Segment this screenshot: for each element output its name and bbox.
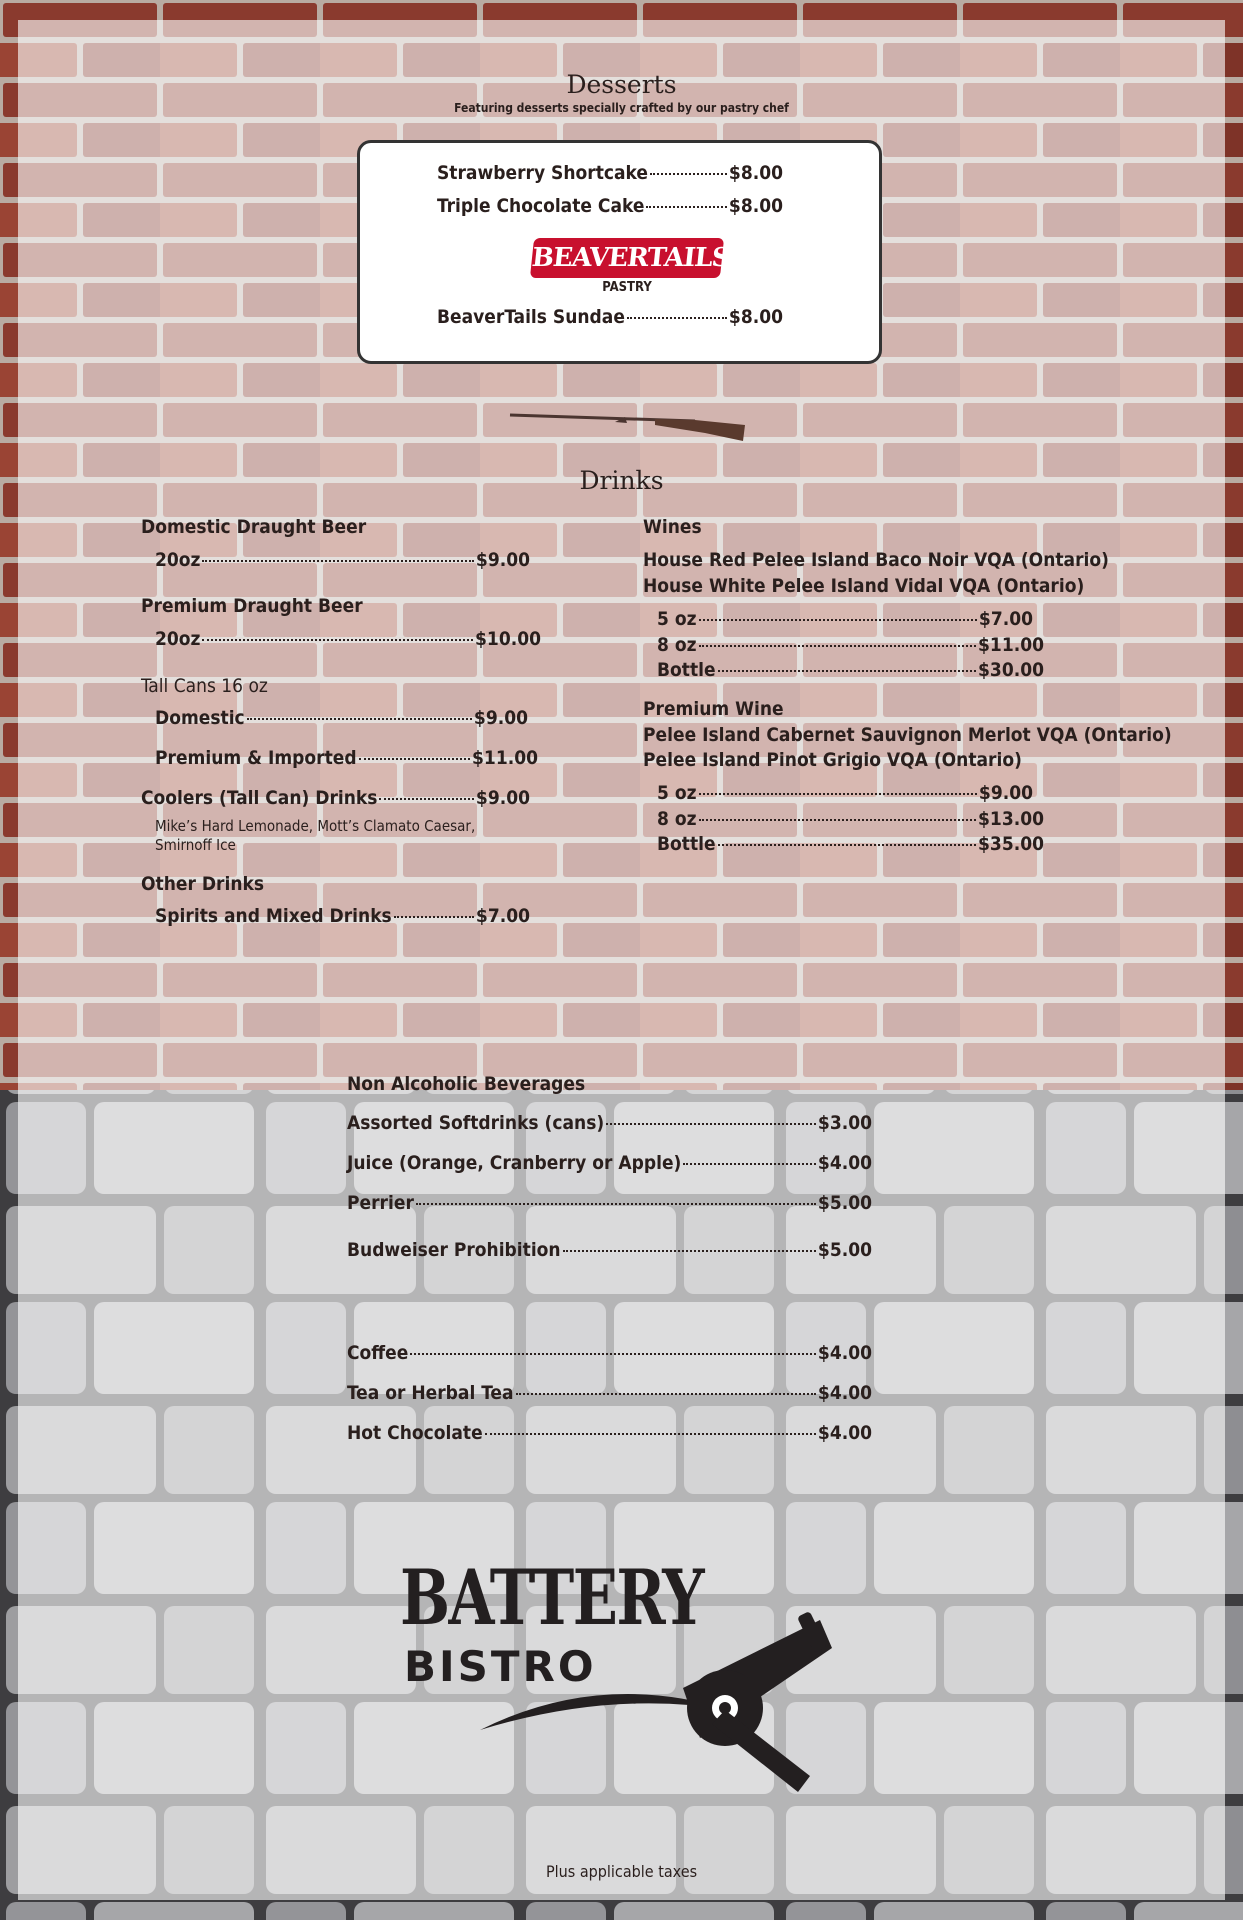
item-name: Coolers (Tall Can) Drinks	[141, 787, 378, 809]
item-price: $4.00	[817, 1342, 872, 1364]
item-name: Hot Chocolate	[347, 1422, 483, 1444]
item-name: Domestic	[155, 707, 245, 729]
cannon-icon	[400, 1553, 840, 1820]
premium-wine-line: Pelee Island Pinot Grigio VQA (Ontario)	[643, 749, 1022, 771]
logo-bistro: BISTRO	[404, 1642, 597, 1691]
item-name: 8 oz	[657, 634, 697, 656]
item-price: $9.00	[473, 707, 528, 729]
wine-item	[657, 608, 1033, 630]
item-price: $7.00	[978, 608, 1033, 630]
tall-can-item	[155, 707, 528, 729]
item-name: Premium & Imported	[155, 747, 357, 769]
premium-draught-heading: Premium Draught Beer	[141, 595, 363, 617]
hot-drink-item	[347, 1342, 872, 1364]
dessert-price: $8.00	[728, 195, 783, 217]
item-name: Assorted Softdrinks (cans)	[347, 1112, 605, 1134]
item-price: $4.00	[817, 1422, 872, 1444]
item-price: $4.00	[817, 1152, 872, 1174]
item-name: Spirits and Mixed Drinks	[155, 905, 392, 927]
drinks-title: Drinks	[579, 466, 664, 495]
coolers-note: Mike’s Hard Lemonade, Mott’s Clamato Caesar,	[155, 817, 476, 835]
wines-line: House Red Pelee Island Baco Noir VQA (Ontario)	[643, 549, 1109, 571]
item-name: 5 oz	[657, 782, 697, 804]
item-name: 20oz	[155, 549, 201, 571]
premium-draught-item	[155, 628, 541, 650]
coolers-item	[141, 787, 530, 809]
wine-item	[657, 659, 1044, 681]
item-name: Juice (Orange, Cranberry or Apple)	[347, 1152, 682, 1174]
premium-wine-heading: Premium Wine	[643, 698, 784, 720]
desserts-title: Desserts	[566, 70, 677, 99]
item-price: $9.00	[475, 787, 530, 809]
item-price: $11.00	[978, 634, 1044, 656]
item-price: $10.00	[475, 628, 541, 650]
dessert-item	[437, 195, 783, 217]
tall-can-item	[155, 747, 538, 769]
hot-drink-item	[347, 1422, 872, 1444]
item-price: $5.00	[817, 1239, 872, 1261]
non-alcoholic-heading: Non Alcoholic Beverages	[347, 1073, 586, 1095]
wines-heading: Wines	[643, 516, 702, 538]
item-price: $4.00	[817, 1382, 872, 1404]
item-name: Coffee	[347, 1342, 409, 1364]
coolers-note: Smirnoff Ice	[155, 836, 236, 854]
item-name: Budweiser Prohibition	[347, 1239, 561, 1261]
item-price: $11.00	[472, 747, 538, 769]
tall-cans-heading: Tall Cans 16 oz	[141, 675, 268, 697]
beavertails-sub: PASTRY	[602, 280, 652, 295]
dessert-name: Strawberry Shortcake	[437, 162, 648, 184]
logo-battery: BATTERY	[400, 1553, 703, 1642]
item-price: $3.00	[817, 1112, 872, 1134]
dessert-item	[437, 306, 783, 328]
premium-wine-item	[657, 808, 1044, 830]
non-alcoholic-item	[347, 1152, 872, 1174]
item-price: $7.00	[475, 905, 530, 927]
item-name: Perrier	[347, 1192, 414, 1214]
other-drinks-heading: Other Drinks	[141, 873, 265, 895]
hot-drink-item	[347, 1382, 872, 1404]
beavertails-logo	[530, 238, 732, 300]
item-name: Tea or Herbal Tea	[347, 1382, 514, 1404]
item-name: 20oz	[155, 628, 201, 650]
dessert-name: BeaverTails Sundae	[437, 306, 625, 328]
item-name: Bottle	[657, 833, 716, 855]
item-price: $9.00	[475, 549, 530, 571]
item-price: $30.00	[978, 659, 1044, 681]
premium-wine-line: Pelee Island Cabernet Sauvignon Merlot VQA (Ontario)	[643, 724, 1172, 746]
dessert-price: $8.00	[728, 162, 783, 184]
item-name: 8 oz	[657, 808, 697, 830]
rifle-icon	[505, 405, 745, 445]
item-price: $35.00	[978, 833, 1044, 855]
footer-taxes-note: Plus applicable taxes	[545, 1862, 698, 1881]
item-price: $13.00	[978, 808, 1044, 830]
dessert-name: Triple Chocolate Cake	[437, 195, 645, 217]
item-name: 5 oz	[657, 608, 697, 630]
other-drinks-item	[155, 905, 530, 927]
domestic-draught-heading: Domestic Draught Beer	[141, 516, 367, 538]
premium-wine-item	[657, 782, 1033, 804]
non-alcoholic-item	[347, 1239, 872, 1261]
domestic-draught-item	[155, 549, 530, 571]
non-alcoholic-item	[347, 1112, 872, 1134]
wine-item	[657, 634, 1044, 656]
wines-line: House White Pelee Island Vidal VQA (Ontario)	[643, 575, 1085, 597]
item-price: $5.00	[817, 1192, 872, 1214]
dessert-item	[437, 162, 783, 184]
non-alcoholic-item	[347, 1192, 872, 1214]
item-price: $9.00	[978, 782, 1033, 804]
dessert-price: $8.00	[728, 306, 783, 328]
beavertails-wordmark: BEAVERTAILS	[530, 238, 724, 278]
item-name: Bottle	[657, 659, 716, 681]
desserts-subtitle: Featuring desserts specially crafted by our pastry chef	[454, 101, 789, 115]
battery-bistro-logo	[400, 1553, 840, 1820]
premium-wine-item	[657, 833, 1044, 855]
